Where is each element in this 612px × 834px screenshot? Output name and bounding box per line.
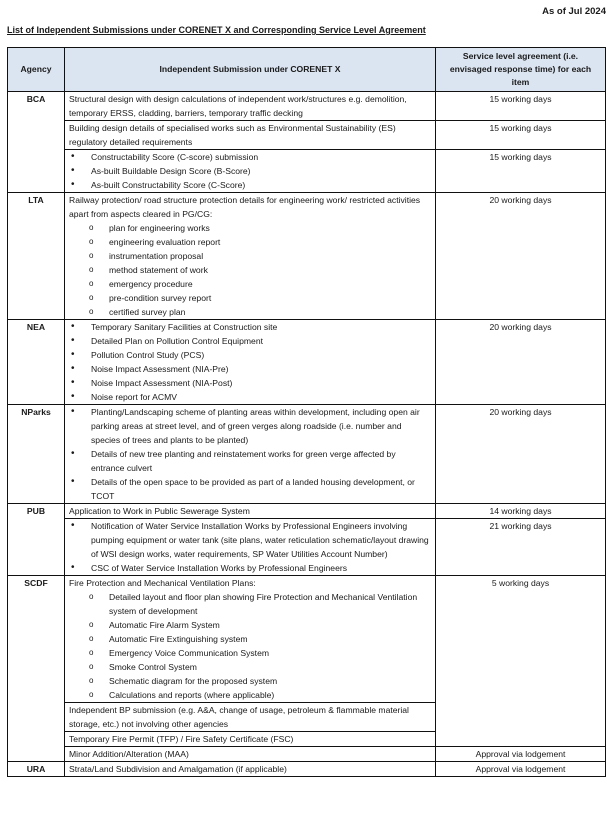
sla-value: 15 working days — [436, 121, 606, 150]
submission-text: Application to Work in Public Sewerage System — [65, 504, 436, 519]
submission-text: Independent BP submission (e.g. A&A, change of usage, petroleum & flammable material storage, etc.) not involving other agencies — [65, 703, 436, 732]
column-header-sla: Service level agreement (i.e. envisaged response time) for each item — [436, 48, 606, 92]
list-item: • Noise Impact Assessment (NIA-Post) — [69, 376, 431, 390]
as-of-date: As of Jul 2024 — [542, 6, 606, 17]
list-item: • As-built Buildable Design Score (B-Score) — [69, 164, 431, 178]
sla-value: Approval via lodgement — [436, 747, 606, 762]
sla-value: 20 working days — [436, 193, 606, 320]
sla-value: 14 working days — [436, 504, 606, 519]
document-title: List of Independent Submissions under CORENET X and Corresponding Service Level Agreement — [7, 25, 426, 35]
list-item: • Notification of Water Service Installation Works by Professional Engineers involving pumping equipment or water tank (site plans, water reticulation schematic/layout drawing of WSI design works, water requirements, SP Water Utilities Account Number) — [69, 519, 431, 561]
submission-text: Minor Addition/Alteration (MAA) — [65, 747, 436, 762]
list-item: o emergency procedure — [69, 277, 431, 291]
table-row — [8, 320, 606, 405]
submission-text: Structural design with design calculations of independent work/structures e.g. demolition, temporary ERSS, cladding, barriers, temporary traffic decking — [65, 92, 436, 121]
list-item: o method statement of work — [69, 263, 431, 277]
list-item: o pre-condition survey report — [69, 291, 431, 305]
table-row — [8, 504, 606, 519]
list-item: o certified survey plan — [69, 305, 431, 319]
sla-table — [7, 47, 606, 777]
submission-list — [65, 150, 436, 193]
submission-text: Strata/Land Subdivision and Amalgamation (if applicable) — [65, 762, 436, 777]
column-header-submission: Independent Submission under CORENET X — [65, 48, 436, 92]
sla-value: 20 working days — [436, 405, 606, 504]
agency-nparks: NParks — [8, 405, 65, 504]
submission-list — [65, 519, 436, 576]
list-item: o Calculations and reports (where applicable) — [69, 688, 431, 702]
submission-text: Building design details of specialised works such as Environmental Sustainability (ES) regulatory detailed requirements — [65, 121, 436, 150]
agency-pub: PUB — [8, 504, 65, 576]
list-item: • Noise report for ACMV — [69, 390, 431, 404]
list-item: o engineering evaluation report — [69, 235, 431, 249]
table-row — [8, 747, 606, 762]
table-row — [8, 576, 606, 703]
agency-ura: URA — [8, 762, 65, 777]
list-item: • Details of the open space to be provided as part of a landed housing development, or TCOT — [69, 475, 431, 503]
table-row — [8, 405, 606, 504]
list-item: • Detailed Plan on Pollution Control Equipment — [69, 334, 431, 348]
table-row — [8, 150, 606, 193]
list-item: o Automatic Fire Alarm System — [69, 618, 431, 632]
list-item: o instrumentation proposal — [69, 249, 431, 263]
sla-value: 5 working days — [436, 576, 606, 747]
agency-lta: LTA — [8, 193, 65, 320]
table-row — [8, 193, 606, 320]
table-row — [8, 121, 606, 150]
table-header-row — [8, 48, 606, 92]
list-item: • Details of new tree planting and reinstatement works for green verge affected by entrance culvert — [69, 447, 431, 475]
agency-scdf: SCDF — [8, 576, 65, 762]
list-item: • Pollution Control Study (PCS) — [69, 348, 431, 362]
sla-value: 15 working days — [436, 150, 606, 193]
submission-list — [65, 193, 436, 320]
submission-list — [65, 320, 436, 405]
list-item: o Schematic diagram for the proposed system — [69, 674, 431, 688]
submission-text: Temporary Fire Permit (TFP) / Fire Safety Certificate (FSC) — [65, 732, 436, 747]
table-row — [8, 519, 606, 576]
list-item: • Planting/Landscaping scheme of planting areas within development, including open air parking areas at street level, and of green verges along roadside (i.e. number and species of trees and plants to be planted) — [69, 405, 431, 447]
agency-nea: NEA — [8, 320, 65, 405]
sla-value: 15 working days — [436, 92, 606, 121]
list-item: o plan for engineering works — [69, 221, 431, 235]
list-item: o Detailed layout and floor plan showing Fire Protection and Mechanical Ventilation system of development — [69, 590, 431, 618]
agency-bca: BCA — [8, 92, 65, 193]
submission-intro: Railway protection/ road structure protection details for engineering work/ restricted activities apart from aspects cleared in PG/CG: — [69, 195, 421, 219]
list-item: • As-built Constructability Score (C-Score) — [69, 178, 431, 192]
sla-value: 20 working days — [436, 320, 606, 405]
list-item: • Noise Impact Assessment (NIA-Pre) — [69, 362, 431, 376]
column-header-agency: Agency — [8, 48, 65, 92]
list-item: • Temporary Sanitary Facilities at Construction site — [69, 320, 431, 334]
submission-intro: Fire Protection and Mechanical Ventilation Plans: — [69, 578, 256, 588]
submission-list — [65, 405, 436, 504]
submission-list — [65, 576, 436, 703]
list-item: o Smoke Control System — [69, 660, 431, 674]
sla-value: Approval via lodgement — [436, 762, 606, 777]
list-item: • Constructability Score (C-score) submission — [69, 150, 431, 164]
sla-value: 21 working days — [436, 519, 606, 576]
table-row — [8, 762, 606, 777]
table-row — [8, 92, 606, 121]
list-item: o Emergency Voice Communication System — [69, 646, 431, 660]
list-item: o Automatic Fire Extinguishing system — [69, 632, 431, 646]
list-item: • CSC of Water Service Installation Works by Professional Engineers — [69, 561, 431, 575]
